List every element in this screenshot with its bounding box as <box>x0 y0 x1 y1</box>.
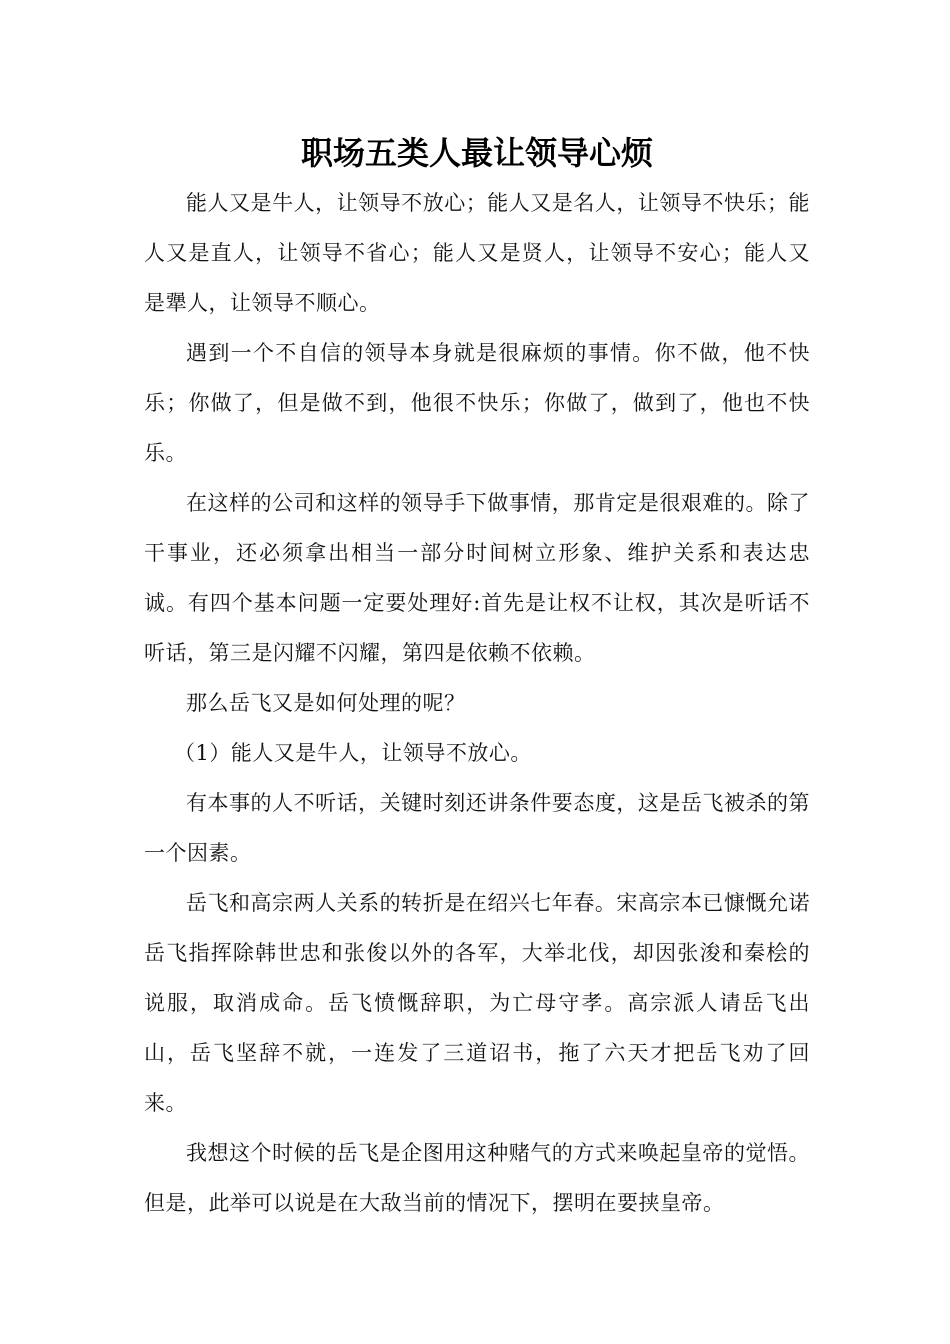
paragraph-3: 在这样的公司和这样的领导手下做事情，那肯定是很艰难的。除了干事业，还必须拿出相当一部分时间树立形象、维护关系和表达忠诚。有四个基本问题一定要处理好:首先是让权不让权，其次是听话不听话，第三是闪耀不闪耀，第四是依赖不依赖。 <box>144 491 810 665</box>
document-body <box>144 128 810 1228</box>
paragraph-1: 能人又是牛人，让领导不放心；能人又是名人，让领导不快乐；能人又是直人，让领导不省心；能人又是贤人，让领导不安心；能人又是犟人，让领导不顺心。 <box>144 191 810 315</box>
paragraph-5-numbered-heading: （1）能人又是牛人，让领导不放心。 <box>174 741 532 765</box>
paragraph-6: 有本事的人不听话，关键时刻还讲条件要态度，这是岳飞被杀的第一个因素。 <box>144 791 810 865</box>
paragraph-8: 我想这个时候的岳飞是企图用这种赌气的方式来唤起皇帝的觉悟。但是，此举可以说是在大敌当前的情况下，摆明在要挟皇帝。 <box>144 1141 810 1215</box>
document-title: 职场五类人最让领导心烦 <box>300 134 653 172</box>
paragraph-4: 那么岳飞又是如何处理的呢？ <box>186 691 466 715</box>
paragraph-2: 遇到一个不自信的领导本身就是很麻烦的事情。你不做，他不快乐；你做了，但是做不到，他很不快乐；你做了，做到了，他也不快乐。 <box>144 341 810 465</box>
paragraph-7: 岳飞和高宗两人关系的转折是在绍兴七年春。宋高宗本已慷慨允诺岳飞指挥除韩世忠和张俊以外的各军，大举北伐，却因张浚和秦桧的说服，取消成命。岳飞愤慨辞职，为亡母守孝。高宗派人请岳飞出山，岳飞坚辞不就，一连发了三道诏书，拖了六天才把岳飞劝了回来。 <box>144 891 810 1115</box>
